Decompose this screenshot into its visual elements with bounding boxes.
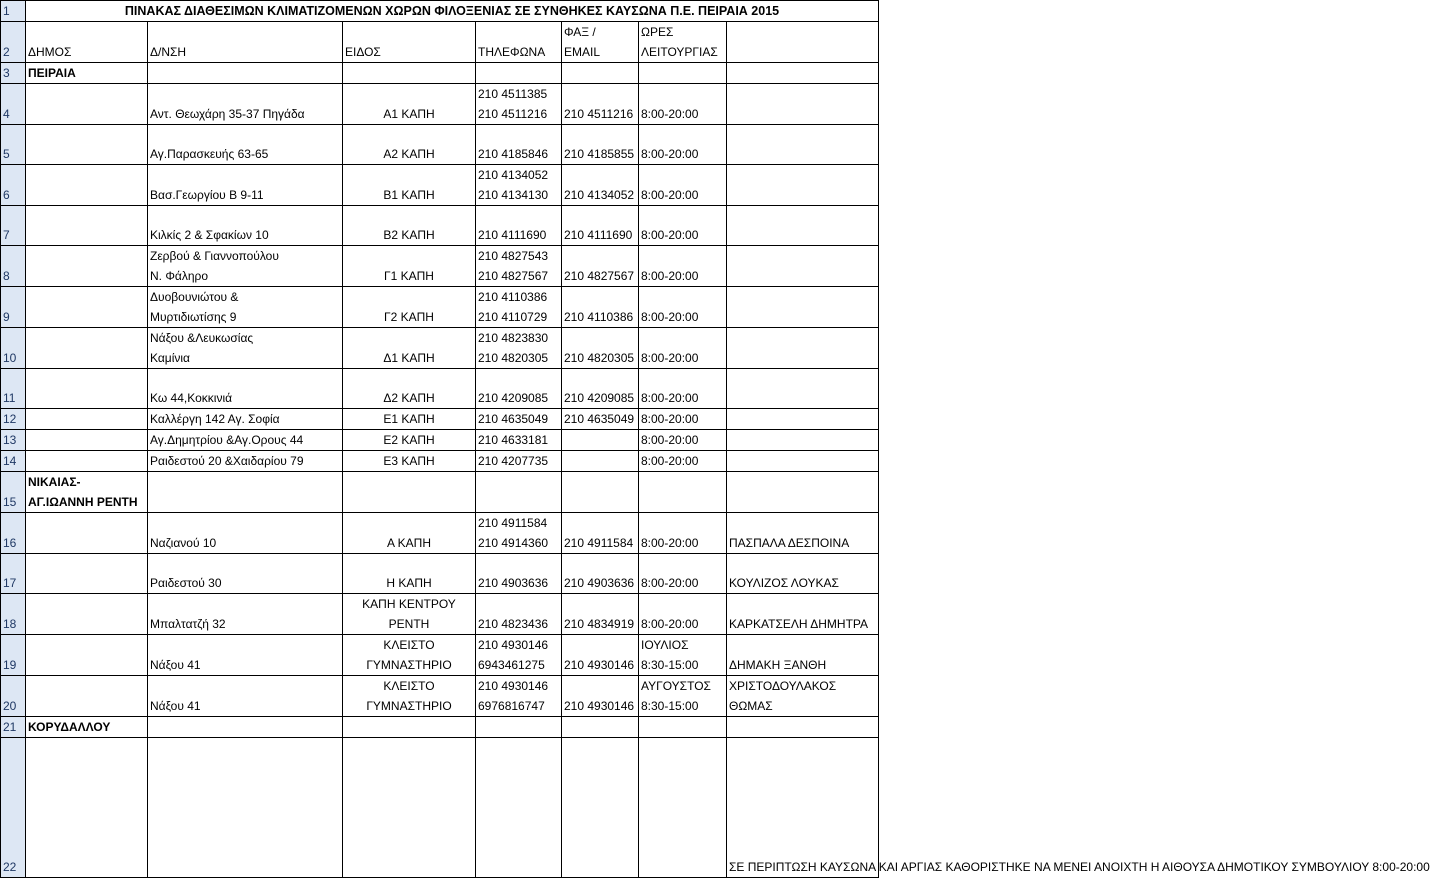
hours-cell[interactable] [639,594,727,635]
cell[interactable] [343,717,476,738]
type-line: Α ΚΑΠΗ [386,536,431,550]
phones-cell[interactable] [476,246,562,287]
type-cell[interactable] [343,676,476,717]
sheet-body [1,1,1430,878]
fax-cell[interactable]: 210 4834919 [562,594,639,635]
cell[interactable] [727,472,879,513]
phones-cell[interactable] [476,84,562,125]
type-line: Γ2 ΚΑΠΗ [384,310,434,324]
phones-cell[interactable]: 210 4635049 [476,409,562,430]
table-row [1,84,879,125]
fax-cell[interactable]: 210 4111690 [562,206,639,246]
type-line: ΓΥΜΝΑΣΤΗΡΙΟ [366,658,452,672]
contact-cell[interactable] [727,594,879,635]
cell[interactable] [148,472,343,513]
address-line: Βασ.Γεωργίου Β 9-11 [150,188,264,202]
hours-line: 8:00-20:00 [641,228,699,242]
phone-line: 210 4110386 [478,290,548,304]
table-row [1,287,879,328]
hours-cell[interactable] [639,165,727,206]
header-fax-line2: EMAIL [564,45,601,59]
phone-line: 210 4911584 [478,516,548,530]
address-line: Ζερβού & Γιαννοπούλου [150,249,279,263]
type-line: Β1 ΚΑΠΗ [383,188,435,202]
address-cell[interactable] [148,246,343,287]
phone-line: 210 4827567 [478,269,549,283]
municipality-cell[interactable] [26,409,148,430]
hours-cell[interactable] [639,206,727,246]
table-row [1,676,879,717]
phones-cell[interactable] [476,513,562,554]
phone-line: 210 4511216 [478,107,548,121]
type-cell[interactable]: Ε1 ΚΑΠΗ [343,409,476,430]
fax-cell[interactable]: 210 4827567 [562,246,639,287]
type-line: Δ2 ΚΑΠΗ [383,391,435,405]
address-cell[interactable] [148,287,343,328]
hours-line: ΙΟΥΛΙΟΣ [641,638,689,652]
phone-line: 210 4823830 [478,331,549,345]
type-cell[interactable] [343,84,476,125]
row-number: 8 [1,246,26,287]
hours-line: 8:30-15:00 [641,699,699,713]
header-phones[interactable]: ΤΗΛΕΦΩΝΑ [476,22,562,63]
municipality-cell[interactable] [26,328,148,369]
address-cell[interactable] [148,369,343,409]
hours-cell[interactable] [639,513,727,554]
address-cell[interactable] [148,513,343,554]
group-nikaia[interactable] [26,472,148,513]
contact-line: ΔΗΜΑΚΗ ΞΑΝΘΗ [729,658,827,672]
type-line: ΓΥΜΝΑΣΤΗΡΙΟ [366,699,452,713]
header-hours-line1: ΩΡΕΣ [641,25,674,39]
cell[interactable] [476,738,562,878]
hours-line: 8:00-20:00 [641,391,699,405]
hours-cell[interactable] [639,328,727,369]
type-line: Δ1 ΚΑΠΗ [383,351,435,365]
phones-cell[interactable] [476,369,562,409]
hours-line: 8:00-20:00 [641,536,699,550]
municipality-cell[interactable] [26,554,148,594]
table-row [1,594,879,635]
hours-cell[interactable] [639,125,727,165]
cell[interactable] [26,738,148,878]
municipality-cell[interactable] [26,84,148,125]
fax-cell[interactable]: 210 4820305 [562,328,639,369]
row-number: 15 [1,472,26,513]
address-line: Μπαλτατζή 32 [150,617,226,631]
phone-line: 210 4827543 [478,249,549,263]
address-cell[interactable] [148,594,343,635]
address-cell[interactable] [148,84,343,125]
type-cell[interactable] [343,594,476,635]
type-cell[interactable] [343,328,476,369]
phones-cell[interactable] [476,676,562,717]
row-number: 7 [1,206,26,246]
phones-cell[interactable]: 210 4633181 [476,430,562,451]
contact-cell[interactable] [727,451,879,472]
row-number: 2 [1,22,26,63]
hours-cell[interactable]: 8:00-20:00 [639,430,727,451]
fax-cell[interactable]: 210 4110386 [562,287,639,328]
address-cell[interactable] [148,125,343,165]
fax-cell[interactable]: 210 4511216 [562,84,639,125]
type-cell[interactable] [343,125,476,165]
contact-cell[interactable] [727,84,879,125]
cell[interactable] [343,63,476,84]
address-line: Ραιδεστού 30 [150,576,222,590]
hours-line: ΑΥΓΟΥΣΤΟΣ [641,679,711,693]
cell[interactable] [148,63,343,84]
contact-line: ΘΩΜΑΣ [729,699,773,713]
group-nikaia-line2: ΑΓ.ΙΩΑΝΝΗ ΡΕΝΤΗ [28,495,138,509]
municipality-cell[interactable] [26,451,148,472]
type-cell[interactable] [343,206,476,246]
fax-cell[interactable]: 210 4134052 [562,165,639,206]
contact-cell[interactable] [727,409,879,430]
table-row [1,328,879,369]
address-line: Μυρτιδιωτίσης 9 [150,310,237,324]
hours-line: 8:30-15:00 [641,658,699,672]
cell[interactable] [476,472,562,513]
hours-cell[interactable] [639,554,727,594]
address-line: Νάξου &Λευκωσίας [150,331,254,345]
address-cell[interactable] [148,635,343,676]
fax-cell[interactable]: 210 4635049 [562,409,639,430]
type-line: ΚΛΕΙΣΤΟ [383,638,435,652]
hours-cell[interactable] [639,676,727,717]
phone-line: 210 4914360 [478,536,549,550]
phone-line: 210 4820305 [478,351,549,365]
cell[interactable] [562,738,639,878]
group-korydallos[interactable]: ΚΟΡΥΔΑΛΛΟΥ [26,717,148,738]
contact-cell[interactable] [727,206,879,246]
type-cell[interactable] [343,287,476,328]
row-number: 10 [1,328,26,369]
table-row [1,451,879,472]
phone-line: 210 4511385 [478,87,548,101]
phone-line: 210 4185846 [478,147,549,161]
municipality-cell[interactable] [26,246,148,287]
hours-cell[interactable] [639,287,727,328]
municipality-cell[interactable] [26,676,148,717]
cell[interactable] [639,717,727,738]
phone-line: 210 4209085 [478,391,549,405]
hours-cell[interactable] [639,246,727,287]
table-row [1,635,879,676]
address-cell[interactable]: Καλλέργη 142 Αγ. Σοφία [148,409,343,430]
cell[interactable] [562,63,639,84]
header-hours[interactable] [639,22,727,63]
row-number: 6 [1,165,26,206]
phone-line: 210 4823436 [478,617,549,631]
hours-line: 8:00-20:00 [641,269,699,283]
header-type[interactable]: ΕΙΔΟΣ [343,22,476,63]
phone-line: 210 4134052 [478,168,549,182]
contact-cell[interactable] [727,328,879,369]
address-line: Αγ.Παρασκευής 63-65 [150,147,269,161]
fax-cell[interactable] [562,430,639,451]
row-number: 1 [1,1,26,22]
hours-line: 8:00-20:00 [641,310,699,324]
row-number: 14 [1,451,26,472]
type-line: ΚΑΠΗ ΚΕΝΤΡΟΥ [362,597,456,611]
type-line: Η ΚΑΠΗ [386,576,432,590]
type-line: ΚΛΕΙΣΤΟ [383,679,435,693]
municipality-cell[interactable] [26,165,148,206]
contact-cell[interactable] [727,513,879,554]
address-cell[interactable] [148,554,343,594]
hours-line: 8:00-20:00 [641,107,699,121]
contact-cell[interactable] [727,287,879,328]
municipality-cell[interactable] [26,125,148,165]
phones-cell[interactable] [476,635,562,676]
contact-cell[interactable] [727,430,879,451]
table-row [1,513,879,554]
table-row [1,554,879,594]
municipality-cell[interactable] [26,635,148,676]
type-line: Β2 ΚΑΠΗ [383,228,435,242]
address-cell[interactable] [148,206,343,246]
municipality-cell[interactable] [26,430,148,451]
hours-line: 8:00-20:00 [641,188,699,202]
municipality-cell[interactable] [26,369,148,409]
row-number: 21 [1,717,26,738]
cell[interactable] [562,472,639,513]
cell[interactable] [476,63,562,84]
address-line: Αντ. Θεωχάρη 35-37 Πηγάδα [150,107,305,121]
address-line: Νάξου 41 [150,699,201,713]
phones-cell[interactable] [476,206,562,246]
hours-cell[interactable] [639,635,727,676]
type-cell[interactable] [343,554,476,594]
type-cell[interactable] [343,246,476,287]
contact-cell[interactable] [727,125,879,165]
table-row [1,369,879,409]
municipality-cell[interactable] [26,206,148,246]
table-row [1,125,879,165]
row-number: 17 [1,554,26,594]
contact-cell[interactable] [727,676,879,717]
row-number: 3 [1,63,26,84]
contact-cell[interactable] [727,554,879,594]
header-municipality[interactable]: ΔΗΜΟΣ [26,22,148,63]
type-line: Γ1 ΚΑΠΗ [384,269,434,283]
fax-cell[interactable]: 210 4930146 [562,635,639,676]
sheet-title[interactable]: ΠΙΝΑΚΑΣ ΔΙΑΘΕΣΙΜΩΝ ΚΛΙΜΑΤΙΖΟΜΕΝΩΝ ΧΩΡΩΝ ΦΙΛΟΞΕΝΙΑΣ ΣΕ ΣΥΝΘΗΚΕΣ ΚΑΥΣΩΝΑ Π.Ε. ΠΕΙΡΑΙΑ 2015 [26,1,879,22]
address-line: Κιλκίς 2 & Σφακίων 10 [150,228,269,242]
phone-line: 210 4930146 [478,679,549,693]
cell[interactable] [148,738,343,878]
cell[interactable] [639,472,727,513]
fax-cell[interactable]: 210 4903636 [562,554,639,594]
hours-line: 8:00-20:00 [641,147,699,161]
fax-cell[interactable] [562,451,639,472]
phone-line: 6976816747 [478,699,545,713]
cell[interactable] [727,717,879,738]
address-cell[interactable] [148,328,343,369]
phones-cell[interactable]: 210 4207735 [476,451,562,472]
contact-line: ΧΡΙΣΤΟΔΟΥΛΑΚΟΣ [729,679,837,693]
cell[interactable] [343,738,476,878]
table-row [1,409,879,430]
phone-line: 210 4110729 [478,310,548,324]
table-row [1,206,879,246]
type-line: Α2 ΚΑΠΗ [383,147,435,161]
row-number: 4 [1,84,26,125]
cell[interactable] [639,63,727,84]
group-piraeus[interactable]: ΠΕΙΡΑΙΑ [26,63,148,84]
row-number: 18 [1,594,26,635]
address-line: Νάξου 41 [150,658,201,672]
phone-line: 210 4930146 [478,638,549,652]
hours-line: 8:00-20:00 [641,617,699,631]
phone-line: 6943461275 [478,658,545,672]
table-row [1,165,879,206]
header-fax-line1: ΦΑΞ / [564,25,596,39]
address-cell[interactable]: Ραιδεστού 20 &Χαιδαρίου 79 [148,451,343,472]
address-cell[interactable] [148,165,343,206]
hours-line: 8:00-20:00 [641,351,699,365]
phones-cell[interactable] [476,125,562,165]
fax-cell[interactable]: 210 4185855 [562,125,639,165]
hours-cell[interactable]: 8:00-20:00 [639,409,727,430]
fax-cell[interactable]: 210 4209085 [562,369,639,409]
cell[interactable] [639,738,727,878]
phones-cell[interactable] [476,594,562,635]
municipality-cell[interactable] [26,594,148,635]
contact-cell[interactable] [727,165,879,206]
row-number: 22 [1,738,26,878]
phone-line: 210 4903636 [478,576,549,590]
type-cell[interactable]: Ε3 ΚΑΠΗ [343,451,476,472]
cell[interactable] [727,22,879,63]
address-line: Ν. Φάληρο [150,269,209,283]
address-line: Κω 44,Κοκκινιά [150,391,233,405]
row-number: 19 [1,635,26,676]
address-line: Δυοβουνιώτου & [150,290,239,304]
address-cell[interactable] [148,676,343,717]
address-cell[interactable]: Αγ.Δημητρίου &Αγ.Ορους 44 [148,430,343,451]
contact-cell[interactable] [727,635,879,676]
type-cell[interactable] [343,165,476,206]
address-line: Καμίνια [150,351,190,365]
contact-line: ΠΑΣΠΑΛΑ ΔΕΣΠΟΙΝΑ [729,536,850,550]
type-cell[interactable] [343,513,476,554]
row-number: 5 [1,125,26,165]
type-cell[interactable] [343,635,476,676]
hours-cell[interactable] [639,84,727,125]
contact-line: ΚΑΡΚΑΤΣΕΛΗ ΔΗΜΗΤΡΑ [729,617,869,631]
header-fax-email[interactable] [562,22,639,63]
table-row [1,246,879,287]
row-number: 13 [1,430,26,451]
municipality-cell[interactable] [26,287,148,328]
row-number: 20 [1,676,26,717]
phones-cell[interactable] [476,328,562,369]
fax-cell[interactable]: 210 4930146 [562,676,639,717]
type-cell[interactable]: Ε2 ΚΑΠΗ [343,430,476,451]
row-number: 16 [1,513,26,554]
phones-cell[interactable] [476,287,562,328]
hours-line: 8:00-20:00 [641,576,699,590]
table-row [1,430,879,451]
municipality-cell[interactable] [26,513,148,554]
header-address[interactable]: Δ/ΝΣΗ [148,22,343,63]
row-number: 11 [1,369,26,409]
cell[interactable] [343,472,476,513]
group-nikaia-line1: ΝΙΚΑΙΑΣ- [28,475,81,489]
contact-cell[interactable] [727,369,879,409]
cell[interactable] [562,717,639,738]
fax-cell[interactable]: 210 4911584 [562,513,639,554]
cell[interactable] [476,717,562,738]
type-line: Α1 ΚΑΠΗ [383,107,435,121]
contact-line: ΚΟΥΛΙΖΟΣ ΛΟΥΚΑΣ [729,576,839,590]
phones-cell[interactable] [476,165,562,206]
hours-cell[interactable]: 8:00-20:00 [639,451,727,472]
note-cell[interactable]: ΣΕ ΠΕΡΙΠΤΩΣΗ ΚΑΥΣΩΝΑ ΚΑΙ ΑΡΓΙΑΣ ΚΑΘΟΡΙΣΤΗΚΕ ΝΑ ΜΕΝΕΙ ΑΝΟΙΧΤΗ Η ΑΙΘΟΥΣΑ ΔΗΜΟΤΙΚΟΥ ΣΥΜΒΟΥΛΙΟΥ 8:00-20:00 [727,738,879,878]
row-number: 12 [1,409,26,430]
contact-cell[interactable] [727,246,879,287]
header-hours-line2: ΛΕΙΤΟΥΡΓΙΑΣ [641,45,718,59]
type-line: ΡΕΝΤΗ [388,617,430,631]
type-cell[interactable] [343,369,476,409]
phone-line: 210 4111690 [478,228,547,242]
address-line: Ναζιανού 10 [150,536,217,550]
row-number: 9 [1,287,26,328]
phones-cell[interactable] [476,554,562,594]
phone-line: 210 4134130 [478,188,549,202]
cell[interactable] [148,717,343,738]
cell[interactable] [727,63,879,84]
hours-cell[interactable] [639,369,727,409]
